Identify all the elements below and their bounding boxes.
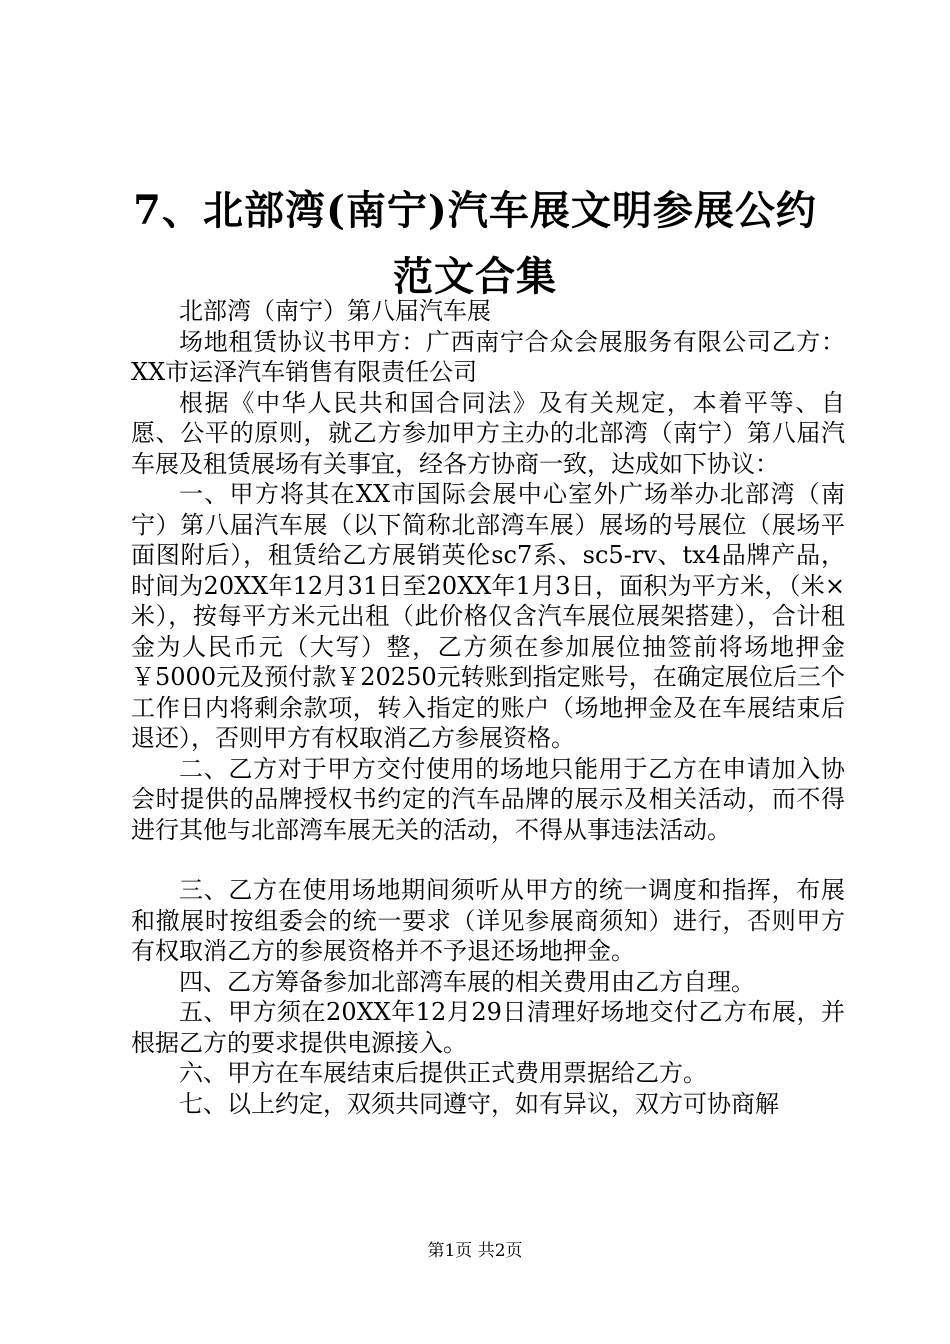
paragraph: 根据《中华人民共和国合同法》及有关规定，本着平等、自愿、公平的原则，就乙方参加甲方主办的北部湾（南宁）第八届汽车展及租赁展场有关事宜，经各方协商一致，达成如下协议： <box>131 388 845 478</box>
paragraph: 场地租赁协议书甲方：广西南宁合众会展服务有限公司乙方：XX市运泽汽车销售有限责任公司 <box>131 327 845 386</box>
paragraph: 六、甲方在车展结束后提供正式费用票据给乙方。 <box>179 1059 707 1087</box>
paragraph: 三、乙方在使用场地期间须听从甲方的统一调度和指挥，布展和撤展时按组委会的统一要求（详见参展商须知）进行，否则甲方有权取消乙方的参展资格并不予退还场地押金。 <box>131 876 845 965</box>
paragraph: 四、乙方筹备参加北部湾车展的相关费用由乙方自理。 <box>179 967 755 996</box>
document-title: 7、北部湾(南宁)汽车展文明参展公约范文合集 <box>133 187 817 300</box>
page-footer: 第1页 共2页 <box>427 1241 523 1261</box>
paragraph: 一、甲方将其在XX市国际会展中心室外广场举办北部湾（南宁）第八届汽车展（以下简称北部湾车展）展场的号展位（展场平面图附后），租赁给乙方展销英伦sc7系、sc5-rv、tx4品牌产品，时间为20XX年12月31日至20XX年1月3日，面积为平方米，（米×米），按每平方米元出租（此价格仅含汽车展位展架搭建），合计租金为人民币元（大写）整，乙方须在参加展位抽签前将场地押金￥5000元及预付款￥20250元转账到指定账号，在确定展位后三个工作日内将剩余款项，转入指定的账户（场地押金及在车展结束后退还），否则甲方有权取消乙方参展资格。 <box>131 480 845 752</box>
paragraph: 北部湾（南宁）第八届汽车展 <box>179 297 491 325</box>
paragraph: 五、甲方须在20XX年12月29日清理好场地交付乙方布展，并根据乙方的要求提供电源接入。 <box>131 998 845 1057</box>
document-body <box>131 296 845 1119</box>
paragraph: 二、乙方对于甲方交付使用的场地只能用于乙方在申请加入协会时提供的品牌授权书约定的汽车品牌的展示及相关活动，而不得进行其他与北部湾车展无关的活动，不得从事违法活动。 <box>131 754 845 844</box>
paragraph: 七、以上约定，双须共同遵守，如有异议，双方可协商解 <box>179 1089 779 1118</box>
